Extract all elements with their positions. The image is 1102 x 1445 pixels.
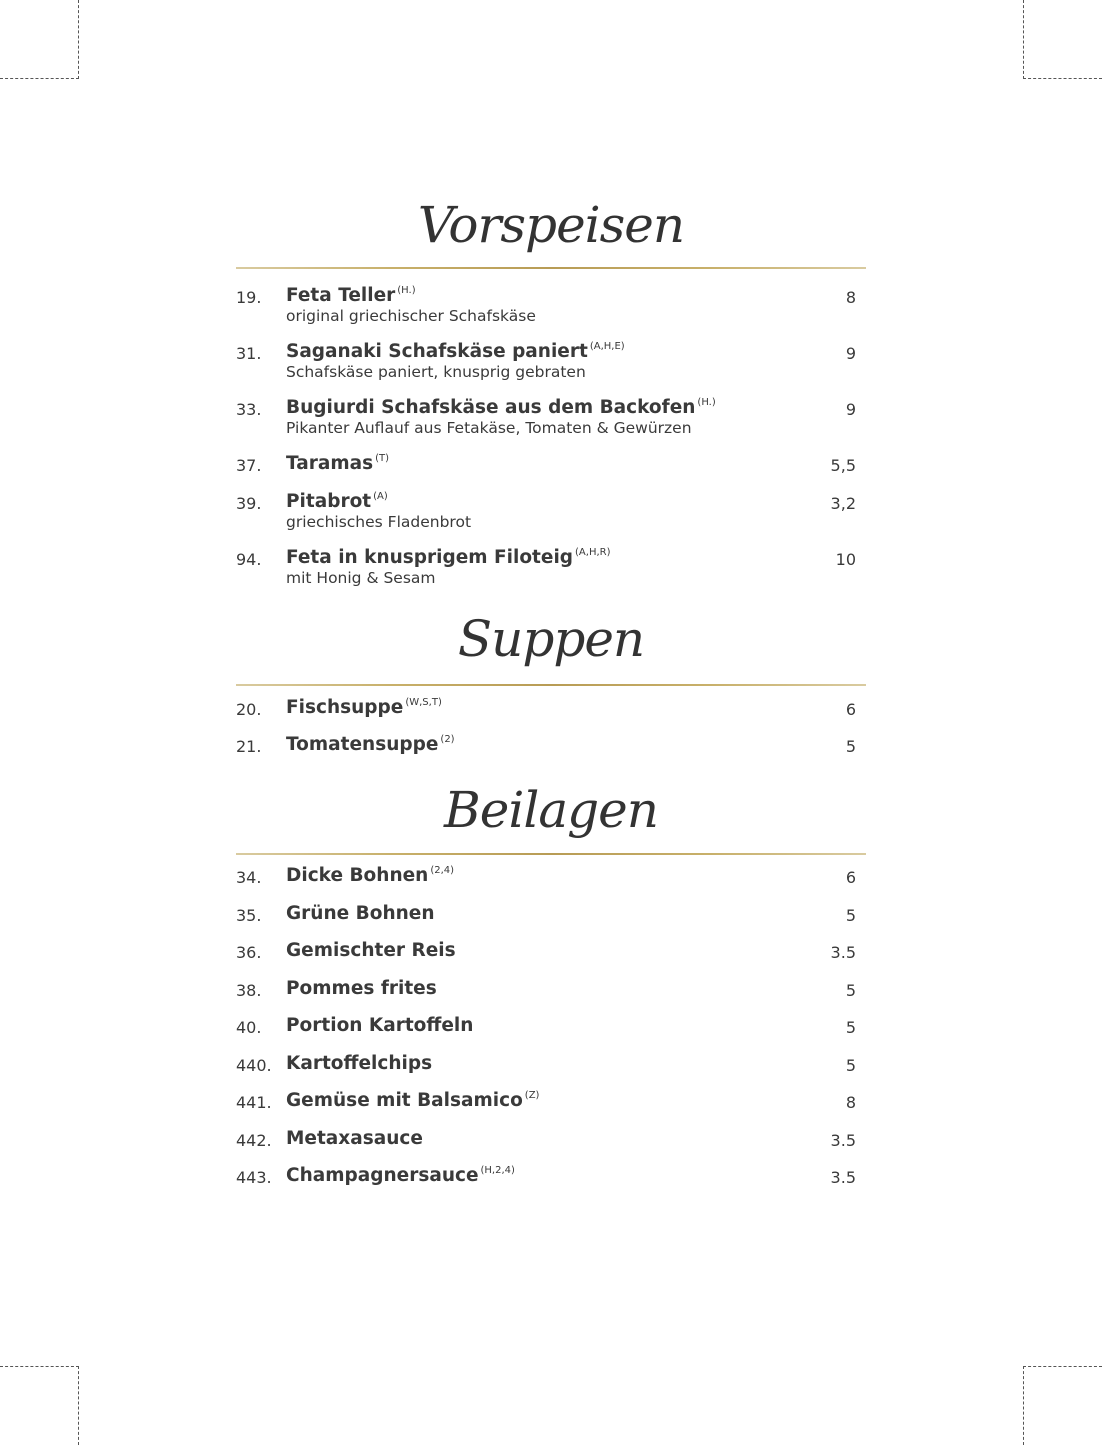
- section-title-beilagen: Beilagen: [444, 781, 658, 839]
- item-price: 6: [845, 700, 856, 719]
- item-description: mit Honig & Sesam: [286, 569, 436, 587]
- menu-item: [236, 397, 866, 437]
- item-name: Gemischter Reis: [286, 940, 456, 961]
- item-price: 8: [845, 288, 856, 307]
- item-number: 40.: [236, 1018, 262, 1037]
- item-price: 9: [845, 400, 856, 419]
- item-number: 19.: [236, 288, 262, 307]
- item-number: 37.: [236, 456, 262, 475]
- item-price: 9: [845, 344, 856, 363]
- item-number: 442.: [236, 1131, 272, 1150]
- item-price: 5,5: [830, 456, 856, 475]
- menu-item: [236, 1128, 866, 1168]
- menu-item: [236, 940, 866, 980]
- item-allergens: (H,2,4): [480, 1165, 515, 1176]
- item-price: 3.5: [830, 1168, 856, 1187]
- crop-mark-top-left: [0, 0, 79, 79]
- item-allergens: (T): [375, 453, 390, 464]
- item-name: Metaxasauce: [286, 1128, 423, 1149]
- item-number: 441.: [236, 1093, 272, 1112]
- item-name: Bugiurdi Schafskäse aus dem Backofen $^{(H.)}$: [286, 397, 716, 418]
- item-price: 6: [845, 868, 856, 887]
- item-name: Fischsuppe $^{(W,S,T)}$: [286, 697, 442, 718]
- item-name: Taramas $^{(T)}$: [286, 453, 390, 474]
- item-number: 33.: [236, 400, 262, 419]
- item-price: 3.5: [830, 943, 856, 962]
- item-name: Gemüse mit Balsamico $^{(Z)}$: [286, 1090, 540, 1111]
- item-allergens: (W,S,T): [405, 697, 442, 708]
- crop-mark-bottom-right: [1023, 1366, 1102, 1445]
- menu-item: [236, 697, 866, 737]
- item-number: 443.: [236, 1168, 272, 1187]
- menu-item: [236, 978, 866, 1018]
- item-allergens: (Z): [524, 1090, 540, 1101]
- item-allergens: (A,H,R): [575, 547, 611, 558]
- item-price: 5: [845, 737, 856, 756]
- item-number: 21.: [236, 737, 262, 756]
- section-divider: [236, 684, 866, 686]
- menu-item: [236, 1090, 866, 1130]
- item-name: Grüne Bohnen: [286, 903, 435, 924]
- item-name: Saganaki Schafskäse paniert $^{(A,H,E)}$: [286, 341, 625, 362]
- item-price: 3,2: [830, 494, 856, 513]
- item-price: 5: [845, 981, 856, 1000]
- item-name: Feta in knusprigem Filoteig $^{(A,H,R)}$: [286, 547, 611, 568]
- item-name: Dicke Bohnen $^{(2,4)}$: [286, 865, 455, 886]
- item-name: Tomatensuppe $^{(2)}$: [286, 734, 455, 755]
- item-number: 440.: [236, 1056, 272, 1075]
- item-allergens: (A): [373, 491, 388, 502]
- item-description: Pikanter Auflauf aus Fetakäse, Tomaten & Gewürzen: [286, 419, 692, 437]
- section-divider: [236, 853, 866, 855]
- item-name: Kartoffelchips: [286, 1053, 433, 1074]
- item-price: 5: [845, 1056, 856, 1075]
- item-name: Portion Kartoffeln: [286, 1015, 474, 1036]
- item-number: 34.: [236, 868, 262, 887]
- item-allergens: (H.): [697, 397, 716, 408]
- item-price: 5: [845, 1018, 856, 1037]
- item-description: Schafskäse paniert, knusprig gebraten: [286, 363, 586, 381]
- item-number: 36.: [236, 943, 262, 962]
- item-name: Champagnersauce $^{(H,2,4)}$: [286, 1165, 515, 1186]
- item-number: 94.: [236, 550, 262, 569]
- item-description: original griechischer Schafskäse: [286, 307, 536, 325]
- section-divider: [236, 267, 866, 269]
- crop-mark-top-right: [1023, 0, 1102, 79]
- menu-item: [236, 453, 866, 493]
- item-allergens: (H.): [397, 285, 416, 296]
- item-number: 31.: [236, 344, 262, 363]
- item-price: 3.5: [830, 1131, 856, 1150]
- menu-item: [236, 865, 866, 905]
- menu-item: [236, 547, 866, 587]
- item-number: 38.: [236, 981, 262, 1000]
- item-allergens: (2): [440, 734, 455, 745]
- item-name: Feta Teller $^{(H.)}$: [286, 285, 416, 306]
- section-title-vorspeisen: Vorspeisen: [417, 196, 685, 254]
- item-price: 8: [845, 1093, 856, 1112]
- menu-item: [236, 285, 866, 325]
- menu-item: [236, 491, 866, 531]
- menu-item: [236, 1165, 866, 1205]
- menu-item: [236, 341, 866, 381]
- section-title-suppen: Suppen: [457, 610, 645, 668]
- item-allergens: (A,H,E): [589, 341, 625, 352]
- item-number: 35.: [236, 906, 262, 925]
- item-name: Pommes frites: [286, 978, 437, 999]
- menu-item: [236, 903, 866, 943]
- item-price: 10: [835, 550, 856, 569]
- menu-item: [236, 734, 866, 774]
- item-allergens: (2,4): [430, 865, 455, 876]
- item-price: 5: [845, 906, 856, 925]
- menu-item: [236, 1015, 866, 1055]
- item-number: 39.: [236, 494, 262, 513]
- item-number: 20.: [236, 700, 262, 719]
- item-description: griechisches Fladenbrot: [286, 513, 472, 531]
- menu-item: [236, 1053, 866, 1093]
- item-name: Pitabrot $^{(A)}$: [286, 491, 388, 512]
- crop-mark-bottom-left: [0, 1366, 79, 1445]
